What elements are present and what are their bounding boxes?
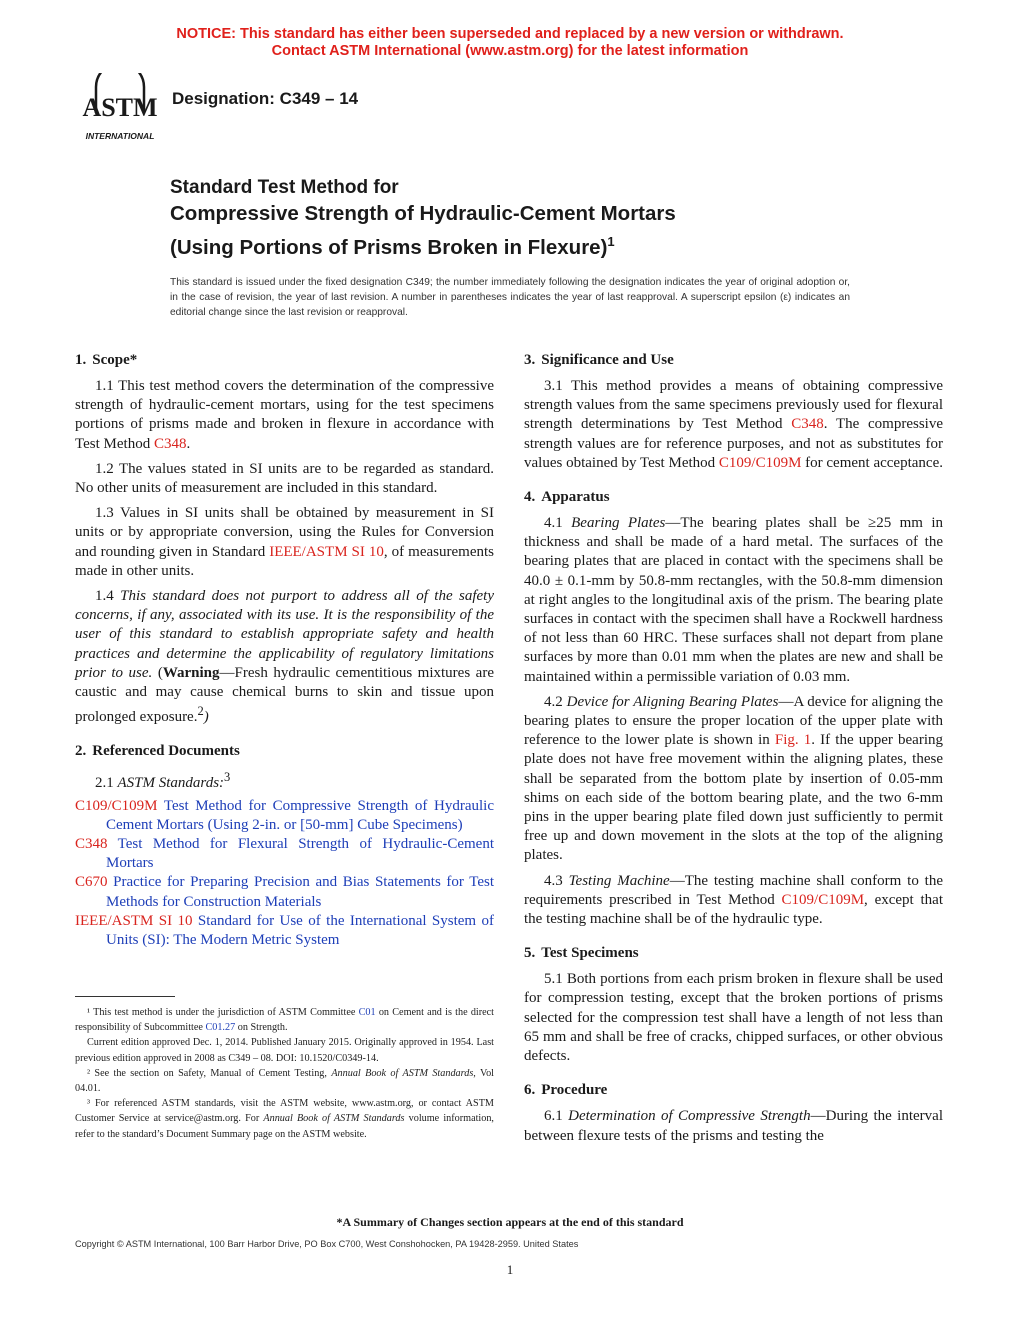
reference-item[interactable]: C109/C109M Test Method for Compressive Strength of Hydraulic Cement Mortars (Using 2-in. or [50-mm] Cube Specimens) [75, 797, 494, 833]
title-line-1: Standard Test Method for [170, 177, 399, 198]
right-column [524, 350, 943, 1152]
footnotes [75, 1005, 494, 1142]
page-number: 1 [506, 1262, 514, 1277]
paragraph-4-3: 4.3 Testing Machine—The testing machine shall conform to the requirements prescribed in Test Method C109/C109M, except that the testing machine shall be of the hydraulic type. [524, 872, 944, 928]
astm-logo-icon [74, 73, 166, 145]
section-heading-significance: 3. Significance and Use [524, 352, 674, 368]
footnote-divider [75, 996, 175, 997]
link-c348[interactable]: C348 [153, 435, 187, 452]
footnote-1: ¹ This test method is under the jurisdiction of ASTM Committee C01 on Cement and is the direct responsibility of Subcommittee C01.27 on Strength. [75, 1007, 495, 1034]
section-heading-procedure: 6. Procedure [524, 1082, 608, 1099]
copyright: Copyright © ASTM International, 100 Barr Harbor Drive, PO Box C700, West Conshohocken, PA 19428-2959. United States [75, 1239, 579, 1249]
footnote-1-edition: Current edition approved Dec. 1, 2014. Published January 2015. Originally approved in 1954. Last previous edition approved in 2008 as C349 – 08. DOI: 10.1520/C0349-14. [75, 1037, 494, 1064]
reference-item[interactable]: C348 Test Method for Flexural Strength of Hydraulic-Cement Mortars [75, 836, 494, 872]
link-subcommittee-c01-27[interactable]: C01.27 [205, 1022, 236, 1034]
paragraph-4-2: 4.2 Device for Aligning Bearing Plates—A device for aligning the bearing plates to ensure the proper location of the upper plate with reference to the lower plate is shown in Fig. 1. If the upper bearing plate does not have free movement within the aligning plates, these shall be separated from the bottom plate by insertion of 0.05-mm shims on each side of the bottom bearing plate, and the two 6-mm pins in the upper bearing plate filed down just sufficiently to permit free up and down movement in the slots at the top of the aligning plates. [524, 693, 944, 864]
title-line-3: (Using Portions of Prisms Broken in Flexure)$^1$ [170, 234, 615, 259]
document-title [170, 176, 676, 262]
paragraph-1-3: 1.3 Values in SI units shall be obtained by measurement in SI units or by appropriate conversion, using the Rules for Conversion and rounding given in Standard IEEE/ASTM SI 10, of measurements made in other units. [75, 505, 494, 579]
paragraph-2-1: 2.1 ASTM Standards:$^3$ [95, 770, 231, 792]
link-c109[interactable]: C109/C109M [781, 891, 865, 908]
title-line-2: Compressive Strength of Hydraulic-Cement Mortars [170, 202, 676, 225]
summary-of-changes-note: *A Summary of Changes section appears at the end of this standard [336, 1215, 684, 1229]
astm-logo [74, 73, 166, 145]
designation: Designation: C349 – 14 [172, 89, 359, 108]
footnote-2: ² See the section on Safety, Manual of Cement Testing, Annual Book of ASTM Standards, Vol 04.01. [75, 1067, 494, 1095]
notice-line-2: Contact ASTM International (www.astm.org) for the latest information [271, 43, 749, 59]
paragraph-5-1: 5.1 Both portions from each prism broken in flexure shall be used for compression testing, except that the broken portions of prisms selected for the compression test shall have a length of not less than 65 mm and shall be free of cracks, chipped surfaces, or other obvious defects. [524, 971, 943, 1065]
link-committee-c01[interactable]: C01 [358, 1007, 376, 1018]
logo-subtext: INTERNATIONAL [85, 131, 155, 141]
link-c348[interactable]: C348 [791, 416, 824, 433]
superseded-notice [0, 26, 1020, 60]
paragraph-1-2: 1.2 The values stated in SI units are to be regarded as standard. No other units of measurement are included in this standard. [75, 460, 494, 497]
paragraph-4-1: 4.1 Bearing Plates—The bearing plates shall be ≥25 mm in thickness and shall be made of a hard metal. The surfaces of the bearing plates that are placed in contact with the specimens shall be 40.0 ± 0.1-mm by 50.8-mm rectangles, with the 50.8-mm dimension at right angles to the longitudinal axis of the prism. The bearing plate surfaces in contact with the specimen shall have a Rockwell hardness of not less than 60 HRC. These surfaces shall not depart from plane surfaces by more than 0.01 mm when the plates are new and shall be maintained within a permissible variation of 0.03 mm. [524, 515, 944, 685]
issuance-statement: This standard is issued under the fixed designation C349; the number immediately following the designation indicates the year of original adoption or, in the case of revision, the year of last revision. A number in parentheses indicates the year of last reapproval. A superscript epsilon (ε) indicates an editorial change since the last revision or reapproval. [170, 277, 850, 318]
section-heading-apparatus: 4. Apparatus [524, 489, 610, 506]
paragraph-1-4: 1.4 This standard does not purport to address all of the safety concerns, if any, associated with its use. It is the responsibility of the user of this standard to establish appropriate safety and health practices and determine the applicability of regulatory limitations prior to use. (Warning—Fresh hydraulic cementitious mixtures are caustic and may cause chemical burns to skin and tissue upon prolonged exposure.$^2$) [75, 588, 495, 726]
reference-item[interactable]: C670 Practice for Preparing Precision and Bias Statements for Test Methods for Construction Materials [75, 874, 494, 910]
left-column [75, 350, 494, 950]
paragraph-1-1: 1.1 This test method covers the determination of the compressive strength of hydraulic-cement mortars, using for the test specimens portions of prisms made and broken in flexure in accordance with Test Method C348. [75, 378, 494, 452]
title-footnote-ref[interactable]: 1 [607, 234, 615, 249]
link-fig-1[interactable]: Fig. 1 [774, 732, 812, 749]
paragraph-3-1: 3.1 This method provides a means of obtaining compressive strength values from the same specimens previously used for flexural strength determinations by Test Method C348. The compressive strength values are for reference purposes, and not as substitutes for values obtained by Test Method C109/C109M for cement acceptance. [524, 378, 944, 471]
link-c109[interactable]: C109/C109M [718, 454, 802, 471]
notice-line-1: NOTICE: This standard has either been superseded and replaced by a new version or withdrawn. [176, 26, 844, 42]
footnote-ref-3[interactable]: 3 [224, 770, 231, 785]
link-ieee-astm-si10[interactable]: IEEE/ASTM SI 10 [269, 543, 384, 560]
footnote-3: ³ For referenced ASTM standards, visit the ASTM website, www.astm.org, or contact ASTM Customer Service at service@astm.org. For Annual Book of ASTM Standards volume information, refer to the standard’s Document Summary page on the ASTM website. [75, 1098, 494, 1140]
section-heading-referenced-documents: 2. Referenced Documents [75, 743, 240, 760]
reference-item[interactable]: IEEE/ASTM SI 10 Standard for Use of the International System of Units (SI): The Modern Metric System [75, 912, 494, 949]
paragraph-6-1: 6.1 Determination of Compressive Strength—During the interval between flexure tests of the prisms and testing the [524, 1108, 943, 1144]
section-heading-scope: 1. Scope* [75, 352, 138, 368]
section-heading-test-specimens: 5. Test Specimens [524, 945, 639, 962]
footnote-ref-2[interactable]: 2 [197, 704, 204, 719]
logo-letters: ASTM [82, 93, 158, 122]
